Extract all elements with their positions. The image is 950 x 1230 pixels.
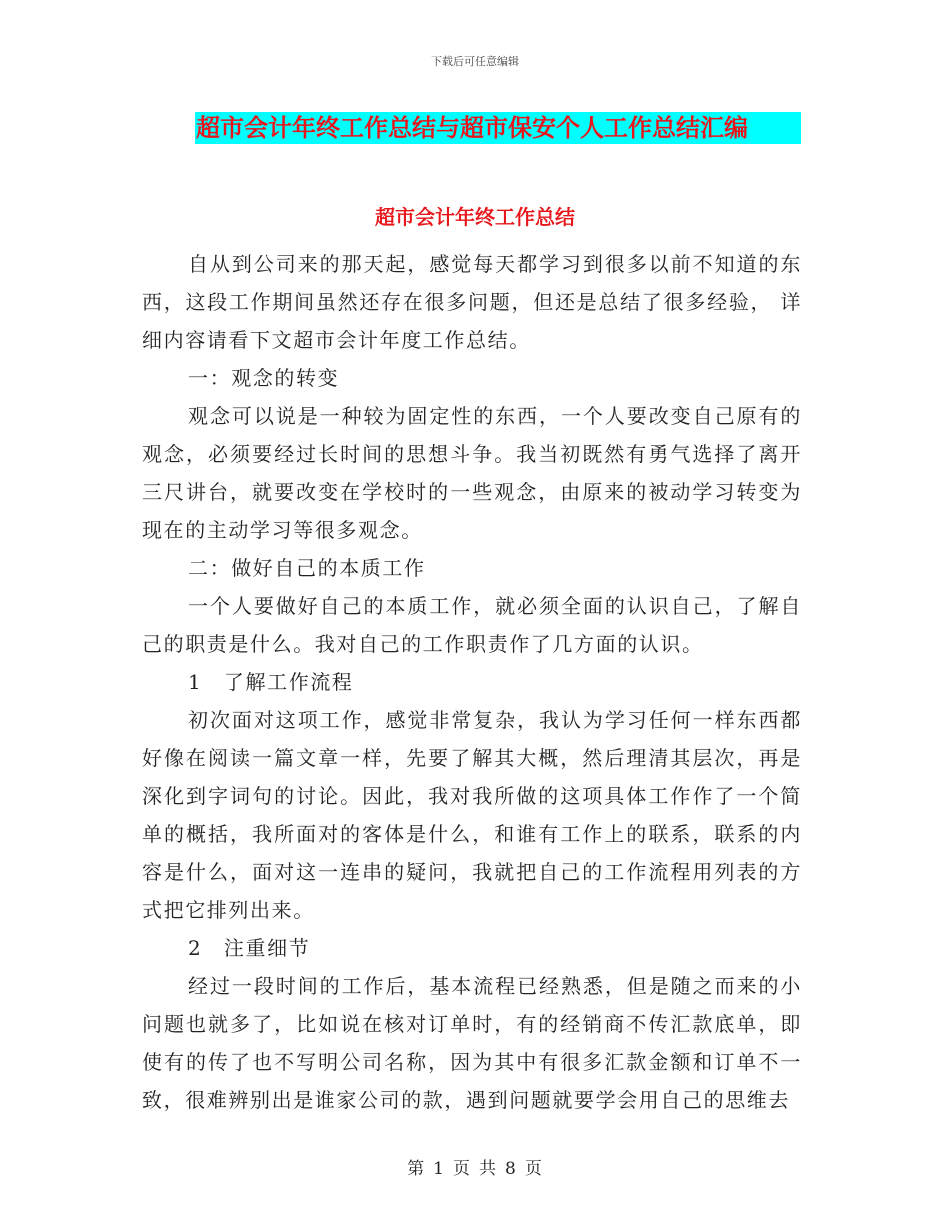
paragraph-details: 经过一段时间的工作后，基本流程已经熟悉，但是随之而来的小问题也就多了，比如说在核对订单时，有的经销商不传汇款底单，即使有的传了也不写明公司名称，因为其中有很多汇款金额和订单不一致，很难辨别出是谁家公司的款，遇到问题就要学会用自己的思维去 — [142, 974, 802, 1112]
heading-concept-change: 一：观念的转变 — [188, 366, 340, 390]
page-number: 1 — [433, 1159, 445, 1179]
total-pages: 8 — [505, 1159, 517, 1179]
page-label: 第 — [407, 1159, 426, 1179]
header-note: 下载后可任意编辑 — [431, 55, 519, 68]
paragraph-intro: 自从到公司来的那天起，感觉每天都学习到很多以前不知道的东西，这段工作期间虽然还存在很多问题，但还是总结了很多经验， 详细内容请看下文超市会计年度工作总结。 — [142, 252, 802, 352]
page-unit: 页 — [453, 1159, 471, 1179]
paragraph-essential-work: 一个人要做好自己的本质工作，就必须全面的认识自己，了解自己的职责是什么。我对自己的工作职责作了几方面的认识。 — [142, 594, 802, 656]
paragraph-concept: 观念可以说是一种较为固定性的东西，一个人要改变自己原有的观念，必须要经过长时间的思想斗争。我当初既然有勇气选择了离开三尺讲台，就要改变在学校时的一些观念，由原来的被动学习转变为现在的主动学习等很多观念。 — [142, 404, 802, 542]
total-label: 共 — [479, 1159, 497, 1179]
section-title: 超市会计年终工作总结 — [375, 205, 575, 229]
paragraph-workflow: 初次面对这项工作，感觉非常复杂，我认为学习任何一样东西都好像在阅读一篇文章一样，先要了解其大概，然后理清其层次，再是深化到字词句的讨论。因此，我对我所做的这项具体工作作了一个简单的概括，我所面对的客体是什么，和谁有工作上的联系，联系的内容是什么，面对这一连串的疑问，我就把自己的工作流程用列表的方式把它排列出来。 — [142, 708, 802, 922]
total-unit: 页 — [524, 1159, 543, 1179]
heading-details: 2 注重细节 — [188, 936, 311, 960]
page-footer — [0, 1154, 950, 1179]
document-body — [142, 245, 802, 1119]
heading-essential-work: 二：做好自己的本质工作 — [188, 556, 426, 580]
heading-workflow: 1 了解工作流程 — [188, 670, 354, 694]
document-title: 超市会计年终工作总结与超市保安个人工作总结汇编 — [195, 112, 801, 144]
